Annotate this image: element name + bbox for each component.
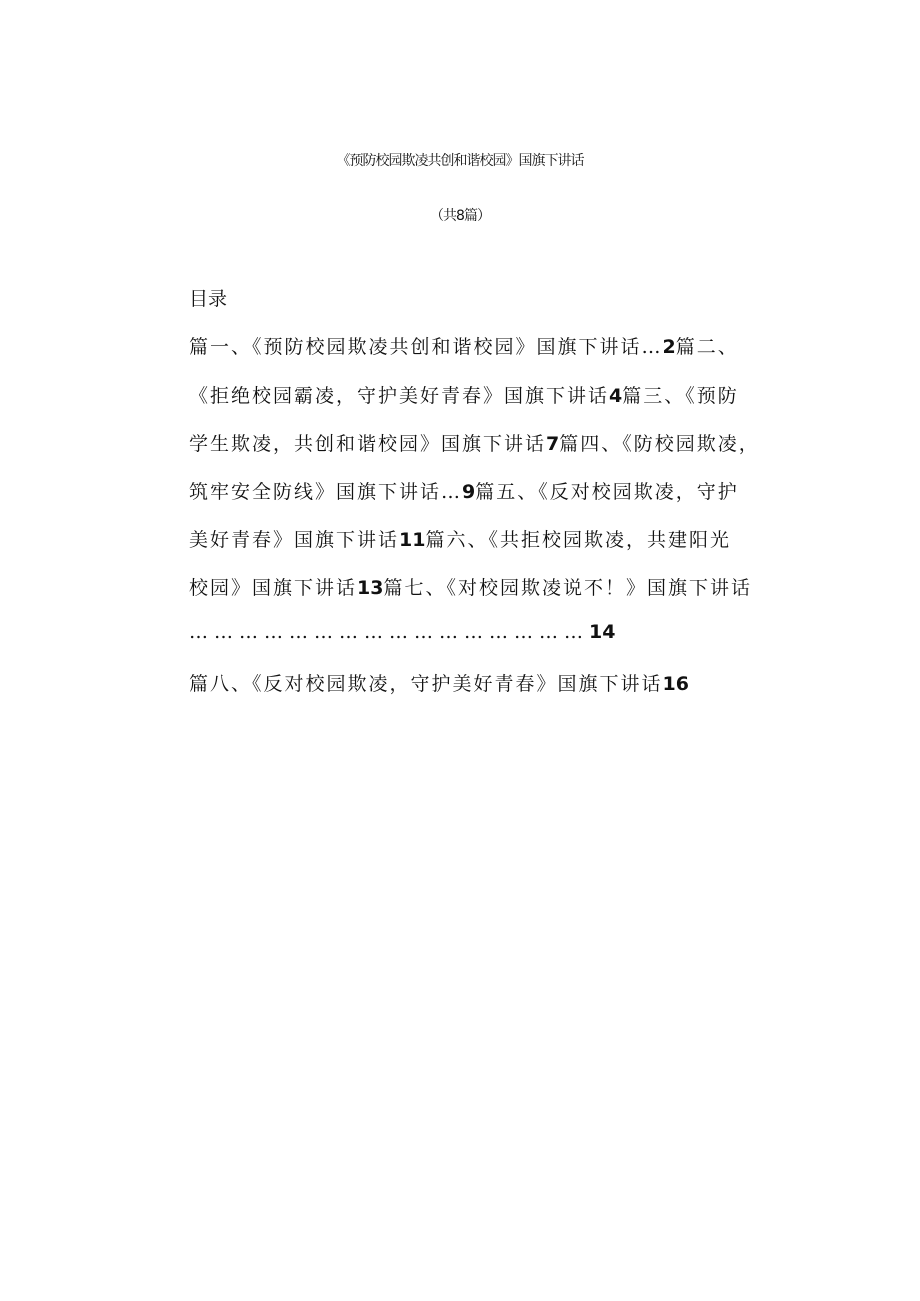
- toc-leader-dots: …………………………………………: [189, 621, 589, 643]
- toc-entry-text: 篇五、《反对校园欺凌，守护: [475, 481, 739, 503]
- toc-entry-text: 美好青春》国旗下讲话: [189, 529, 400, 551]
- toc-entry-text: 篇三、《预防: [622, 385, 739, 407]
- toc-entry-text: 篇七、《对校园欺凌说不！》国旗下讲话: [383, 577, 752, 599]
- toc-page-number: 9: [462, 481, 476, 503]
- toc-entry-text: 篇一、《预防校园欺凌共创和谐校园》国旗下讲话…: [189, 336, 663, 358]
- toc-entry-text: 学生欺凌，共创和谐校园》国旗下讲话: [189, 433, 547, 455]
- toc-line: [189, 573, 797, 600]
- toc-line: [189, 525, 797, 552]
- toc-line: [189, 621, 797, 643]
- toc-page-number: 16: [662, 673, 689, 695]
- toc-entry-text: 篇二、: [675, 336, 739, 358]
- toc-heading: 目录: [189, 288, 228, 310]
- toc-page-number: 2: [662, 336, 676, 358]
- toc-page-number: 14: [589, 621, 616, 643]
- document-title-line-1: 《预防校园欺凌共创和谐校园》国旗下讲话: [336, 153, 584, 169]
- toc-entry-text: 篇八、《反对校园欺凌，守护美好青春》国旗下讲话: [189, 673, 663, 695]
- toc-page-number: 11: [399, 529, 426, 551]
- toc-line: [189, 477, 797, 504]
- toc-entry-text: 校园》国旗下讲话: [189, 577, 358, 599]
- toc-entry-text: 篇四、《防校园欺凌，: [559, 433, 760, 455]
- toc-line: [189, 381, 797, 408]
- toc-entry-text: 篇六、《共拒校园欺凌，共建阳光: [425, 529, 731, 551]
- toc-page-number: 4: [609, 385, 623, 407]
- toc-entry-text: 筑牢安全防线》国旗下讲话…: [189, 481, 463, 503]
- toc-page-number: 7: [546, 433, 560, 455]
- toc-page-number: 13: [357, 577, 384, 599]
- toc-line: [189, 429, 797, 456]
- toc-line: [189, 669, 797, 696]
- document-title-line-2: （共8篇）: [430, 208, 490, 224]
- toc-line: [189, 332, 797, 359]
- toc-entry-text: 《拒绝校园霸凌，守护美好青春》国旗下讲话: [189, 385, 610, 407]
